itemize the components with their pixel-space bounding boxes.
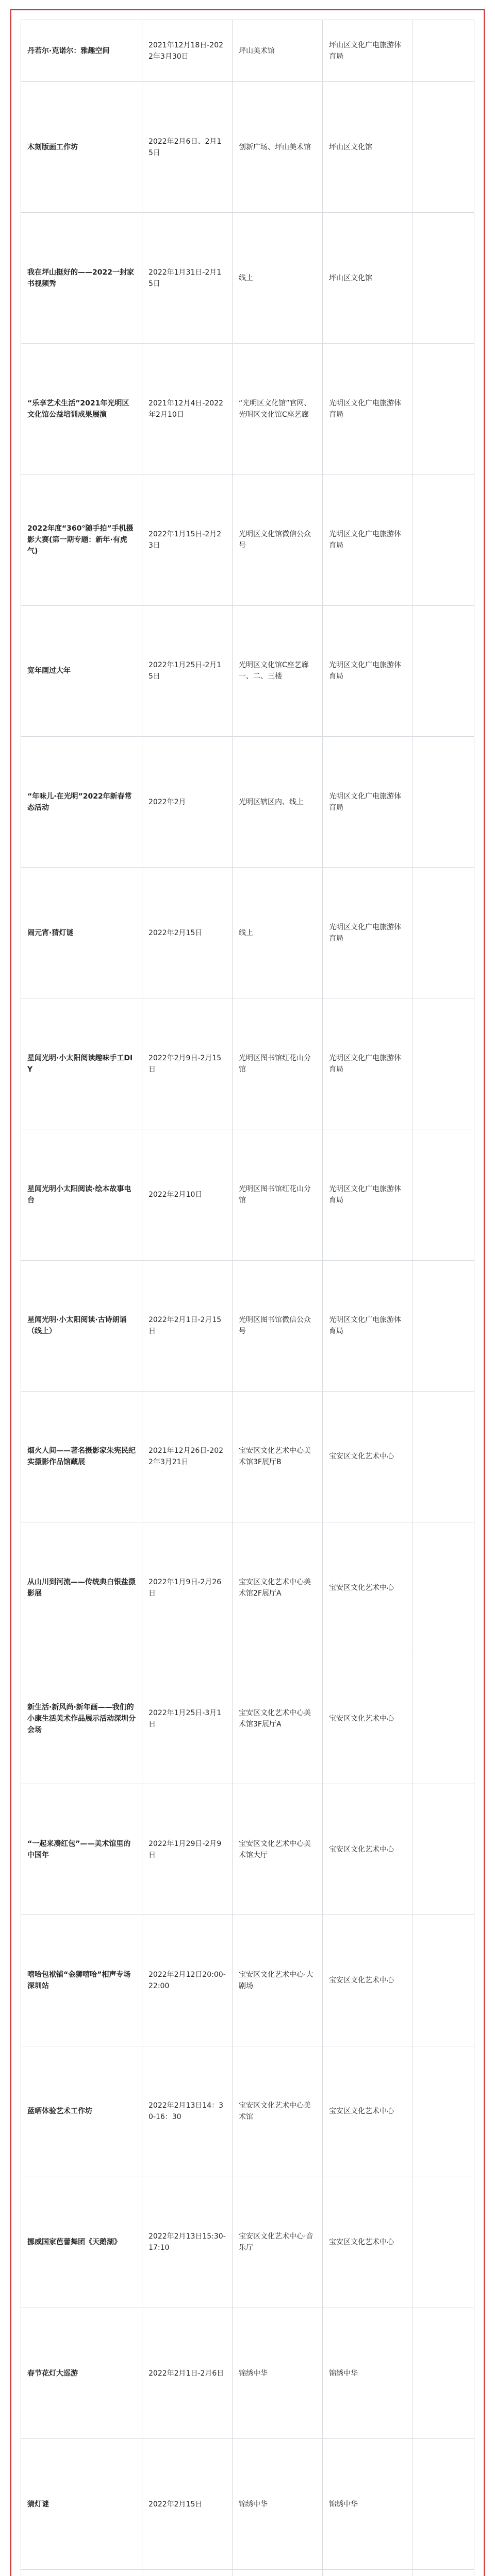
event-place-cell: 宝安区文化艺术中心美术馆 (233, 2046, 323, 2177)
empty-cell (413, 605, 474, 736)
empty-cell (413, 998, 474, 1129)
event-name-cell: 星闻光明·小太阳阅读趣味手工DIY (21, 998, 142, 1129)
event-time-cell: 2022年2月15日 (142, 2439, 233, 2570)
table-row (21, 2177, 474, 2308)
table-row (21, 344, 474, 474)
empty-cell (413, 1915, 474, 2046)
event-organizer-cell: 光明区文化广电旅游体育局 (323, 1260, 413, 1391)
table-row (21, 1915, 474, 2046)
table-row (21, 1784, 474, 1915)
event-time-cell: 2021年12月26日-2022年3月21日 (142, 1391, 233, 1522)
empty-cell (413, 213, 474, 344)
event-time-cell: 2022年2月6日、2月15日 (142, 82, 233, 213)
event-place-cell (233, 2570, 323, 2576)
event-place-cell: “光明区文化馆”官网、光明区文化馆C座艺廊 (233, 344, 323, 474)
event-time-cell: 2022年2月9日-2月15日 (142, 998, 233, 1129)
event-organizer-cell: 宝安区文化艺术中心 (323, 1915, 413, 2046)
event-place-cell: 宝安区文化艺术中心·大剧场 (233, 1915, 323, 2046)
empty-cell (413, 1391, 474, 1522)
empty-cell (413, 20, 474, 82)
empty-cell (413, 736, 474, 867)
event-place-cell: 光明区文化馆C座艺廊一、二、三楼 (233, 605, 323, 736)
event-organizer-cell: 锦绣中华 (323, 2308, 413, 2439)
event-time-cell: 2022年1月31日-2月15日 (142, 213, 233, 344)
event-name-cell: 2022年度“360°随手拍”手机摄影大赛(第一期专题：新年·有虎气) (21, 474, 142, 605)
event-organizer-cell: 宝安区文化艺术中心 (323, 1391, 413, 1522)
event-name-cell: 春节花灯大巡游 (21, 2308, 142, 2439)
event-time-cell: 2022年2月 (142, 736, 233, 867)
event-place-cell: 线上 (233, 213, 323, 344)
empty-cell (413, 2439, 474, 2570)
table-row (21, 1522, 474, 1653)
event-place-cell: 宝安区文化艺术中心·音乐厅 (233, 2177, 323, 2308)
events-table (21, 20, 474, 2576)
event-name-cell: 星闻光明·小太阳阅读·古诗朗诵（线上） (21, 1260, 142, 1391)
table-row (21, 213, 474, 344)
event-place-cell: 光明区文化馆微信公众号 (233, 474, 323, 605)
event-organizer-cell: 宝安区文化艺术中心 (323, 1522, 413, 1653)
table-frame (10, 9, 485, 2576)
event-name-cell: 烟火人间——著名摄影家朱宪民纪实摄影作品馆藏展 (21, 1391, 142, 1522)
event-organizer-cell: 光明区文化广电旅游体育局 (323, 736, 413, 867)
event-time-cell: 2022年2月12日20:00-22:00 (142, 1915, 233, 2046)
event-organizer-cell: 宝安区文化艺术中心 (323, 2177, 413, 2308)
event-organizer-cell: 光明区文化广电旅游体育局 (323, 998, 413, 1129)
event-place-cell: 光明区图书馆红花山分馆 (233, 998, 323, 1129)
empty-cell (413, 344, 474, 474)
event-time-cell: 2021年12月4日-2022年2月10日 (142, 344, 233, 474)
event-time-cell: 2022年1月29日-2月9日 (142, 1784, 233, 1915)
event-time-cell: 2021年12月18日-2022年3月30日 (142, 20, 233, 82)
table-row (21, 1391, 474, 1522)
event-name-cell: 闹元宵·猜灯谜 (21, 868, 142, 998)
event-name-cell: “一起来凑红包”——美术馆里的中国年 (21, 1784, 142, 1915)
empty-cell (413, 2570, 474, 2576)
empty-cell (413, 474, 474, 605)
event-organizer-cell (323, 2570, 413, 2576)
table-row (21, 998, 474, 1129)
event-place-cell: 创新广场、坪山美术馆 (233, 82, 323, 213)
event-place-cell: 宝安区文化艺术中心美术馆2F展厅A (233, 1522, 323, 1653)
event-place-cell: 宝安区文化艺术中心美术馆3F展厅B (233, 1391, 323, 1522)
event-time-cell: 2022年2月13日14：30-16：30 (142, 2046, 233, 2177)
events-table-body (21, 20, 474, 2576)
empty-cell (413, 1260, 474, 1391)
event-organizer-cell: 坪山区文化广电旅游体育局 (323, 20, 413, 82)
empty-cell (413, 2308, 474, 2439)
table-row (21, 474, 474, 605)
event-place-cell: 线上 (233, 868, 323, 998)
event-place-cell: 光明区图书馆红花山分馆 (233, 1129, 323, 1260)
event-name-cell: “年味儿·在光明”2022年新春常态活动 (21, 736, 142, 867)
event-time-cell: 2022年2月13日15:30-17:10 (142, 2177, 233, 2308)
table-row (21, 868, 474, 998)
event-name-cell: 星闻光明小太阳阅读·绘本故事电台 (21, 1129, 142, 1260)
empty-cell (413, 82, 474, 213)
event-place-cell: 宝安区文化艺术中心美术馆大厅 (233, 1784, 323, 1915)
empty-cell (413, 868, 474, 998)
event-name-cell: 丹若尔·克诺尔：雅趣空间 (21, 20, 142, 82)
event-name-cell: 木刻版画工作坊 (21, 82, 142, 213)
table-row (21, 2308, 474, 2439)
table-row (21, 1653, 474, 1784)
event-organizer-cell: 光明区文化广电旅游体育局 (323, 474, 413, 605)
event-name-cell: 新生活·新风尚·新年画——我们的小康生活美术作品展示活动深圳分会场 (21, 1653, 142, 1784)
event-place-cell: 光明区图书馆微信公众号 (233, 1260, 323, 1391)
event-organizer-cell: 坪山区文化馆 (323, 82, 413, 213)
event-name-cell: 蓝晒体验艺术工作坊 (21, 2046, 142, 2177)
event-time-cell: 2022年2月1日-2月6日 (142, 2308, 233, 2439)
event-organizer-cell: 宝安区文化艺术中心 (323, 1784, 413, 1915)
event-time-cell: 2022年2月10日 (142, 1129, 233, 1260)
event-time-cell: 2022年1月25日-2月15日 (142, 605, 233, 736)
event-time-cell (142, 2570, 233, 2576)
event-time-cell: 2022年2月1日-2月15日 (142, 1260, 233, 1391)
event-organizer-cell: 光明区文化广电旅游体育局 (323, 344, 413, 474)
event-time-cell: 2022年1月25日-3月1日 (142, 1653, 233, 1784)
event-name-cell: 挪威国家芭蕾舞团《天鹅湖》 (21, 2177, 142, 2308)
event-time-cell: 2022年2月15日 (142, 868, 233, 998)
empty-cell (413, 1653, 474, 1784)
event-time-cell: 2022年1月9日-2月26日 (142, 1522, 233, 1653)
table-row (21, 1129, 474, 1260)
event-place-cell: 坪山美术馆 (233, 20, 323, 82)
event-name-cell: 猜灯谜 (21, 2439, 142, 2570)
empty-cell (413, 1784, 474, 1915)
table-row (21, 605, 474, 736)
empty-cell (413, 2046, 474, 2177)
event-time-cell: 2022年1月15日-2月23日 (142, 474, 233, 605)
table-row (21, 2439, 474, 2570)
event-place-cell: 锦绣中华 (233, 2439, 323, 2570)
event-name-cell: 我在坪山挺好的——2022一封家书视频秀 (21, 213, 142, 344)
table-row (21, 2046, 474, 2177)
event-organizer-cell: 光明区文化广电旅游体育局 (323, 868, 413, 998)
empty-cell (413, 1522, 474, 1653)
event-organizer-cell: 宝安区文化艺术中心 (323, 2046, 413, 2177)
event-place-cell: 锦绣中华 (233, 2308, 323, 2439)
table-row (21, 736, 474, 867)
event-place-cell: 光明区辖区内、线上 (233, 736, 323, 867)
table-row (21, 1260, 474, 1391)
event-organizer-cell: 锦绣中华 (323, 2439, 413, 2570)
event-name-cell: “乐享艺术生活”2021年光明区文化馆公益培训成果展演 (21, 344, 142, 474)
empty-cell (413, 1129, 474, 1260)
table-row (21, 82, 474, 213)
table-row (21, 2570, 474, 2576)
empty-cell (413, 2177, 474, 2308)
event-name-cell: 从山川到河流——传统典白银盐摄影展 (21, 1522, 142, 1653)
event-organizer-cell: 光明区文化广电旅游体育局 (323, 1129, 413, 1260)
table-row (21, 20, 474, 82)
event-organizer-cell: 光明区文化广电旅游体育局 (323, 605, 413, 736)
event-name-cell: 宽年画过大年 (21, 605, 142, 736)
event-name-cell (21, 2570, 142, 2576)
event-name-cell: 嘻哈包袱铺“金狮嘻哈”相声专场 深圳站 (21, 1915, 142, 2046)
event-organizer-cell: 坪山区文化馆 (323, 213, 413, 344)
event-place-cell: 宝安区文化艺术中心美术馆3F展厅A (233, 1653, 323, 1784)
event-organizer-cell: 宝安区文化艺术中心 (323, 1653, 413, 1784)
